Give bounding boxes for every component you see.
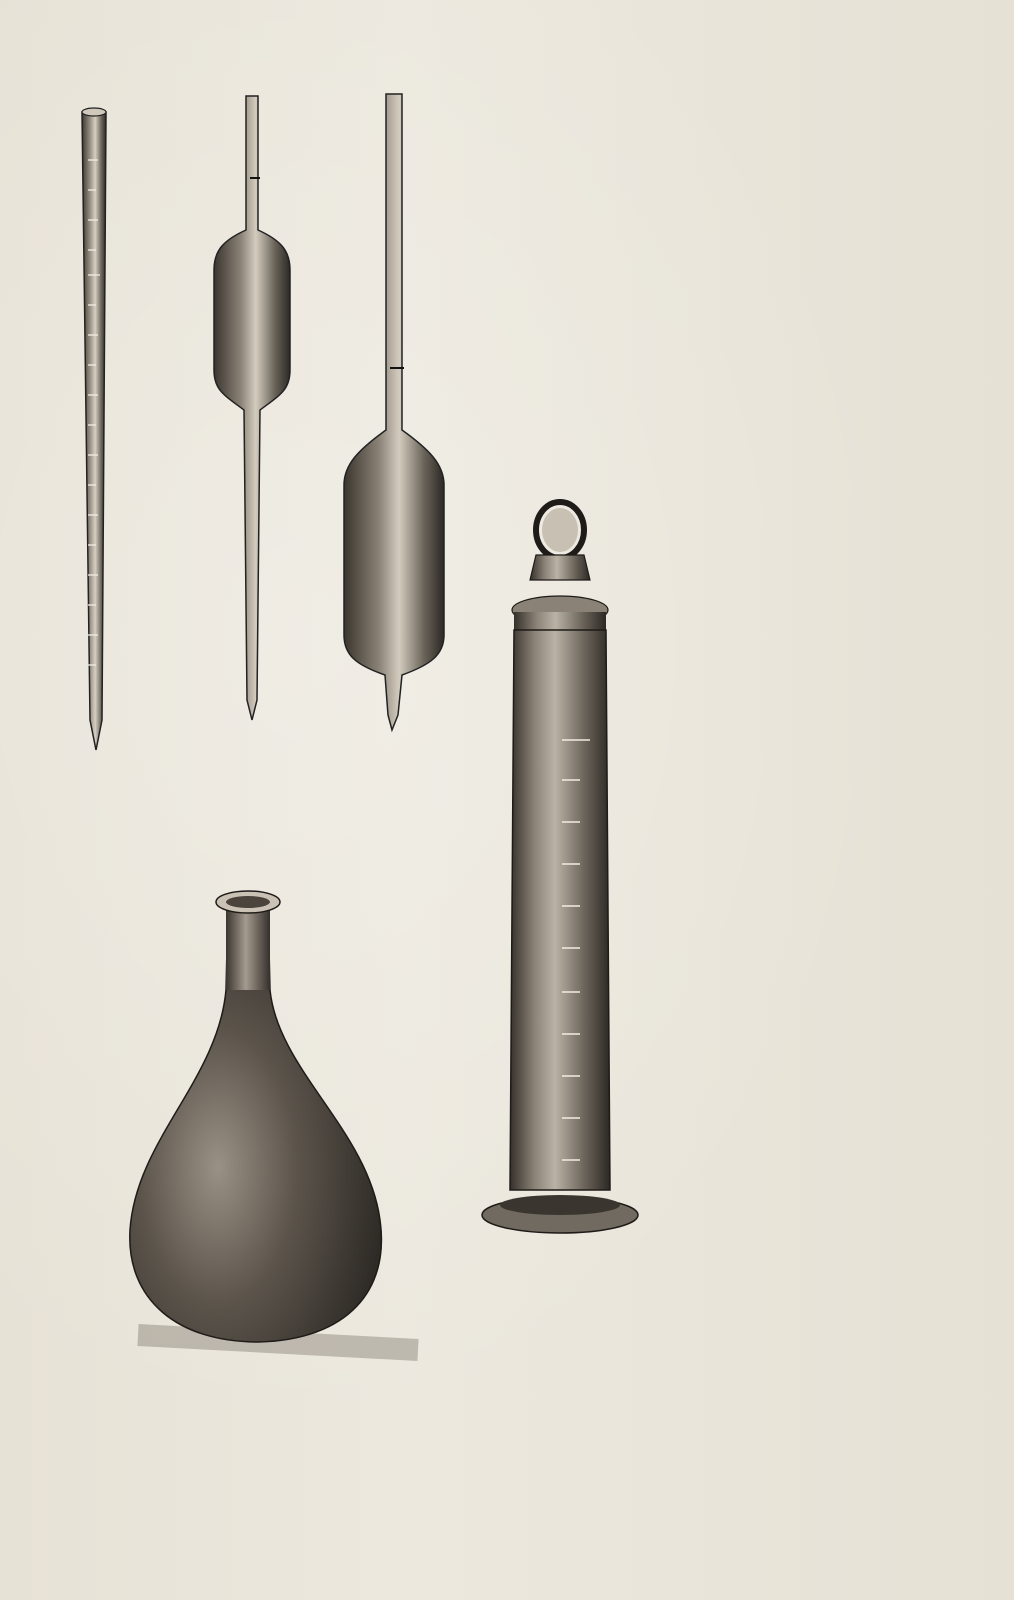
measuring-pipette-illustration xyxy=(60,100,130,780)
mixing-flask-illustration xyxy=(118,880,438,1380)
bulb-pipette-b-illustration xyxy=(210,90,300,730)
bulb-pipette-c-illustration xyxy=(340,90,450,740)
measuring-cylinder-illustration xyxy=(470,500,690,1270)
